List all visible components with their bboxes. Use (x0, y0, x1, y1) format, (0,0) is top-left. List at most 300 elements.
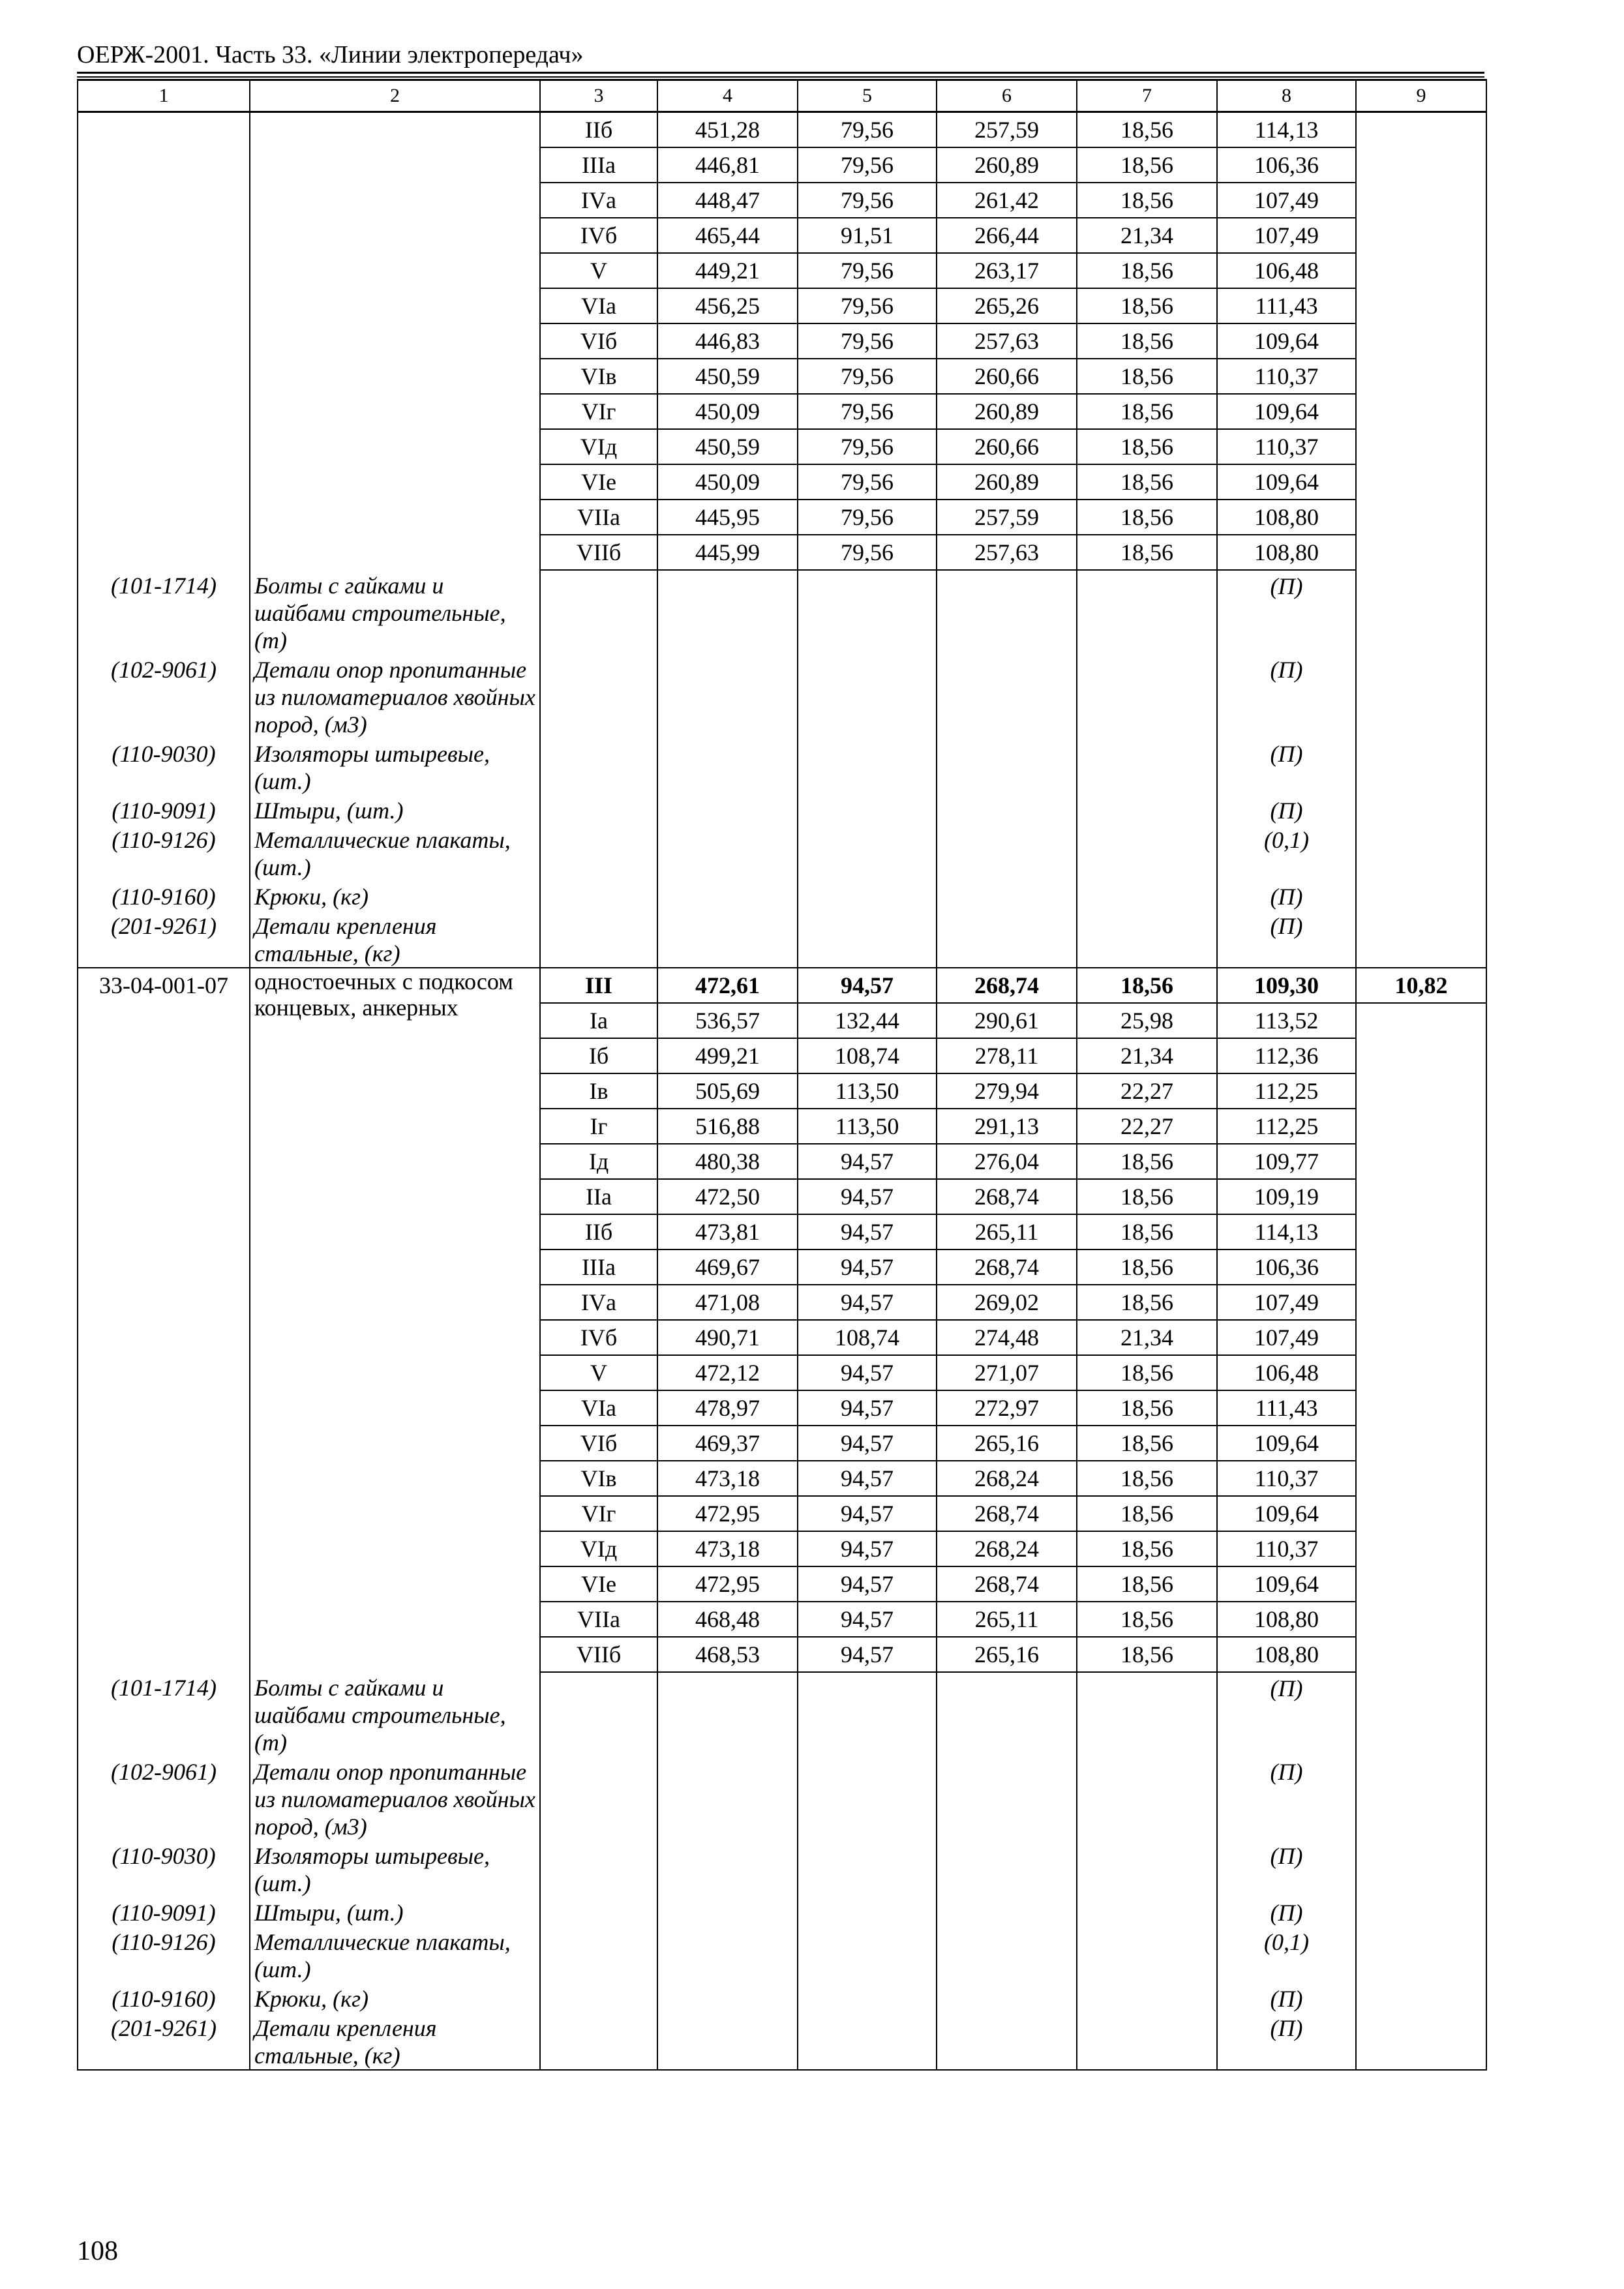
material-name-text: Крюки, (кг) (254, 1986, 368, 2012)
material-row (78, 1672, 1486, 1756)
value-cell: 469,67 (657, 1249, 798, 1285)
material-note (1217, 1840, 1356, 1897)
empty-cell (798, 795, 937, 824)
empty-cell (798, 2012, 937, 2070)
value-cell: 107,49 (1217, 1285, 1356, 1320)
header-rule-thin (77, 76, 1484, 78)
value-cell: 10,82 (1356, 968, 1486, 1003)
empty-cell (78, 183, 250, 218)
value-cell: 18,56 (1077, 1566, 1217, 1602)
material-code (78, 570, 250, 654)
value-cell: 473,18 (657, 1531, 798, 1566)
empty-cell (78, 1179, 250, 1214)
empty-cell (78, 112, 250, 148)
value-cell: 108,80 (1217, 1637, 1356, 1672)
material-note (1217, 795, 1356, 824)
material-code (78, 2012, 250, 2070)
empty-cell (250, 535, 540, 570)
empty-cell (798, 824, 937, 881)
table-row (78, 1073, 1486, 1109)
material-note-text: (П) (1270, 1900, 1303, 1926)
value-cell: 132,44 (798, 1003, 937, 1038)
value-cell: 18,56 (1077, 1144, 1217, 1179)
material-name (250, 738, 540, 795)
empty-cell (798, 910, 937, 968)
table-row (78, 1602, 1486, 1637)
empty-cell (1077, 654, 1217, 738)
variant-cell: IIб (540, 1214, 657, 1249)
value-cell: 268,74 (937, 1566, 1077, 1602)
value-cell: 468,48 (657, 1602, 798, 1637)
empty-cell (250, 1285, 540, 1320)
material-row (78, 881, 1486, 910)
empty-cell (1356, 1602, 1486, 1637)
value-cell: 109,64 (1217, 464, 1356, 500)
value-cell: 490,71 (657, 1320, 798, 1355)
value-cell: 107,49 (1217, 1320, 1356, 1355)
value-cell: 106,36 (1217, 1249, 1356, 1285)
empty-cell (1356, 1214, 1486, 1249)
column-header: 2 (250, 80, 540, 112)
value-cell: 112,25 (1217, 1073, 1356, 1109)
value-cell: 469,37 (657, 1426, 798, 1461)
value-cell: 473,81 (657, 1214, 798, 1249)
table-row (78, 1566, 1486, 1602)
empty-cell (250, 394, 540, 429)
empty-cell (657, 881, 798, 910)
material-code (78, 881, 250, 910)
table-row (78, 1038, 1486, 1073)
value-cell: 18,56 (1077, 1461, 1217, 1496)
material-note (1217, 1897, 1356, 1926)
empty-cell (1356, 500, 1486, 535)
value-cell: 18,56 (1077, 359, 1217, 394)
column-header: 4 (657, 80, 798, 112)
value-cell: 279,94 (937, 1073, 1077, 1109)
material-code-text: (110-9030) (112, 741, 216, 767)
empty-cell (540, 1983, 657, 2012)
material-row (78, 570, 1486, 654)
value-cell: 18,56 (1077, 1637, 1217, 1672)
value-cell: 472,95 (657, 1496, 798, 1531)
value-cell: 266,44 (937, 218, 1077, 253)
empty-cell (1356, 1320, 1486, 1355)
table-row (78, 1426, 1486, 1461)
material-name-text: Болты с гайками и шайбами строительные, (т) (254, 1675, 506, 1756)
value-cell: 110,37 (1217, 429, 1356, 464)
empty-cell (78, 359, 250, 394)
table-row (78, 323, 1486, 359)
empty-cell (78, 288, 250, 323)
value-cell: 18,56 (1077, 147, 1217, 183)
value-cell: 113,52 (1217, 1003, 1356, 1038)
table-row (78, 112, 1486, 148)
empty-cell (1356, 1983, 1486, 2012)
material-name-text: Изоляторы штыревые, (шт.) (254, 1843, 490, 1896)
table-row (78, 1390, 1486, 1426)
value-cell: 473,18 (657, 1461, 798, 1496)
value-cell: 18,56 (1077, 183, 1217, 218)
empty-cell (937, 824, 1077, 881)
value-cell: 109,19 (1217, 1179, 1356, 1214)
empty-cell (250, 218, 540, 253)
value-cell: 260,89 (937, 394, 1077, 429)
value-cell: 94,57 (798, 1214, 937, 1249)
empty-cell (540, 654, 657, 738)
variant-cell: VIв (540, 359, 657, 394)
value-cell: 79,56 (798, 359, 937, 394)
empty-cell (1356, 1249, 1486, 1285)
empty-cell (937, 1926, 1077, 1983)
material-name (250, 910, 540, 968)
value-cell: 18,56 (1077, 1249, 1217, 1285)
material-name (250, 795, 540, 824)
material-name-text: Детали крепления стальные, (кг) (254, 2015, 437, 2069)
value-cell: 472,50 (657, 1179, 798, 1214)
value-cell: 94,57 (798, 1461, 937, 1496)
value-cell: 79,56 (798, 394, 937, 429)
table-row (78, 1214, 1486, 1249)
variant-cell: VIIа (540, 500, 657, 535)
value-cell: 456,25 (657, 288, 798, 323)
table-row (78, 1109, 1486, 1144)
value-cell: 268,74 (937, 1179, 1077, 1214)
value-cell: 446,81 (657, 147, 798, 183)
value-cell: 257,63 (937, 323, 1077, 359)
value-cell: 94,57 (798, 1531, 937, 1566)
empty-cell (937, 1983, 1077, 2012)
material-code (78, 1897, 250, 1926)
value-cell: 108,80 (1217, 1602, 1356, 1637)
table-row (78, 394, 1486, 429)
empty-cell (798, 881, 937, 910)
value-cell: 260,89 (937, 147, 1077, 183)
material-code (78, 1756, 250, 1840)
value-cell: 445,95 (657, 500, 798, 535)
empty-cell (657, 824, 798, 881)
empty-cell (250, 1496, 540, 1531)
empty-cell (657, 654, 798, 738)
empty-cell (78, 323, 250, 359)
value-cell: 22,27 (1077, 1109, 1217, 1144)
value-cell: 468,53 (657, 1637, 798, 1672)
value-cell: 499,21 (657, 1038, 798, 1073)
value-cell: 18,56 (1077, 464, 1217, 500)
variant-cell: IVб (540, 218, 657, 253)
value-cell: 263,17 (937, 253, 1077, 288)
empty-cell (250, 1637, 540, 1672)
material-note (1217, 910, 1356, 968)
empty-cell (78, 1038, 250, 1073)
empty-cell (78, 394, 250, 429)
empty-cell (78, 1285, 250, 1320)
value-cell: 18,56 (1077, 323, 1217, 359)
variant-cell: VIд (540, 429, 657, 464)
empty-cell (250, 1355, 540, 1390)
material-note-text: (0,1) (1264, 1929, 1309, 1955)
value-cell: 291,13 (937, 1109, 1077, 1144)
material-row (78, 1983, 1486, 2012)
page-number: 108 (77, 2236, 118, 2266)
empty-cell (657, 1756, 798, 1840)
empty-cell (78, 1426, 250, 1461)
empty-cell (250, 464, 540, 500)
empty-cell (78, 464, 250, 500)
value-cell: 110,37 (1217, 1531, 1356, 1566)
variant-cell: III (540, 968, 657, 1003)
material-code-text: (102-9061) (111, 657, 217, 683)
empty-cell (78, 1390, 250, 1426)
empty-cell (1077, 1926, 1217, 1983)
table-row (78, 1320, 1486, 1355)
empty-cell (937, 2012, 1077, 2070)
variant-cell: Iв (540, 1073, 657, 1109)
value-cell: 268,74 (937, 968, 1077, 1003)
variant-cell: VIб (540, 1426, 657, 1461)
table-row (78, 1355, 1486, 1390)
value-cell: 268,24 (937, 1461, 1077, 1496)
value-cell: 109,30 (1217, 968, 1356, 1003)
material-note-text: (П) (1270, 2015, 1303, 2041)
page-header-title: ОЕРЖ-2001. Часть 33. «Линии электропередач» (77, 41, 584, 68)
value-cell: 450,09 (657, 394, 798, 429)
material-row (78, 824, 1486, 881)
variant-cell: Iд (540, 1144, 657, 1179)
empty-cell (798, 1897, 937, 1926)
value-cell: 18,56 (1077, 1426, 1217, 1461)
value-cell: 109,77 (1217, 1144, 1356, 1179)
empty-cell (540, 881, 657, 910)
material-row (78, 910, 1486, 968)
value-cell: 278,11 (937, 1038, 1077, 1073)
variant-cell: VIIа (540, 1602, 657, 1637)
value-cell: 108,80 (1217, 535, 1356, 570)
material-name-text: Детали крепления стальные, (кг) (254, 913, 437, 966)
value-cell: 79,56 (798, 535, 937, 570)
empty-cell (78, 1214, 250, 1249)
value-cell: 111,43 (1217, 1390, 1356, 1426)
empty-cell (540, 1926, 657, 1983)
material-note (1217, 881, 1356, 910)
empty-cell (540, 824, 657, 881)
empty-cell (1356, 1926, 1486, 1983)
empty-cell (937, 654, 1077, 738)
value-cell: 257,63 (937, 535, 1077, 570)
value-cell: 450,09 (657, 464, 798, 500)
empty-cell (1356, 1355, 1486, 1390)
material-name (250, 570, 540, 654)
empty-cell (1077, 881, 1217, 910)
value-cell: 94,57 (798, 1355, 937, 1390)
column-header: 7 (1077, 80, 1217, 112)
empty-cell (798, 738, 937, 795)
empty-cell (798, 1926, 937, 1983)
table-row (78, 1179, 1486, 1214)
empty-cell (250, 1179, 540, 1214)
variant-cell: IVа (540, 183, 657, 218)
empty-cell (78, 500, 250, 535)
empty-cell (250, 1214, 540, 1249)
material-row (78, 1756, 1486, 1840)
empty-cell (798, 570, 937, 654)
value-cell: 25,98 (1077, 1003, 1217, 1038)
table-row (78, 359, 1486, 394)
empty-cell (1356, 218, 1486, 253)
empty-cell (1356, 1756, 1486, 1840)
empty-cell (657, 2012, 798, 2070)
material-note-text: (П) (1270, 741, 1303, 767)
material-code-text: (101-1714) (111, 573, 217, 599)
value-cell: 265,26 (937, 288, 1077, 323)
value-cell: 79,56 (798, 253, 937, 288)
material-code (78, 795, 250, 824)
variant-cell: V (540, 253, 657, 288)
value-cell: 110,37 (1217, 359, 1356, 394)
material-name (250, 1926, 540, 1983)
value-cell: 505,69 (657, 1073, 798, 1109)
material-row (78, 1926, 1486, 1983)
column-header: 5 (798, 80, 937, 112)
empty-cell (250, 1390, 540, 1426)
empty-cell (1356, 464, 1486, 500)
material-code (78, 738, 250, 795)
empty-cell (250, 1144, 540, 1179)
value-cell: 257,59 (937, 500, 1077, 535)
value-cell: 478,97 (657, 1390, 798, 1426)
empty-cell (1356, 183, 1486, 218)
value-cell: 79,56 (798, 500, 937, 535)
value-cell: 112,36 (1217, 1038, 1356, 1073)
table-row (78, 429, 1486, 464)
empty-cell (657, 570, 798, 654)
empty-cell (657, 1672, 798, 1756)
material-name-text: Металлические плакаты, (шт.) (254, 1929, 511, 1982)
variant-cell: VIб (540, 323, 657, 359)
empty-cell (250, 429, 540, 464)
table-row (78, 1496, 1486, 1531)
value-cell: 265,11 (937, 1214, 1077, 1249)
value-cell: 79,56 (798, 183, 937, 218)
value-cell: 18,56 (1077, 288, 1217, 323)
material-code-text: (110-9091) (112, 798, 216, 824)
value-cell: 272,97 (937, 1390, 1077, 1426)
variant-cell: IIб (540, 112, 657, 148)
material-note-text: (П) (1270, 913, 1303, 939)
empty-cell (78, 1249, 250, 1285)
material-name (250, 1672, 540, 1756)
empty-cell (798, 1840, 937, 1897)
value-cell: 18,56 (1077, 253, 1217, 288)
empty-cell (1356, 535, 1486, 570)
empty-cell (78, 253, 250, 288)
value-cell: 108,80 (1217, 500, 1356, 535)
value-cell: 271,07 (937, 1355, 1077, 1390)
value-cell: 18,56 (1077, 1179, 1217, 1214)
empty-cell (657, 1926, 798, 1983)
table-row (78, 535, 1486, 570)
empty-cell (250, 147, 540, 183)
material-code (78, 1983, 250, 2012)
value-cell: 465,44 (657, 218, 798, 253)
empty-cell (1356, 881, 1486, 910)
empty-cell (78, 1109, 250, 1144)
empty-cell (1356, 1285, 1486, 1320)
empty-cell (1077, 1756, 1217, 1840)
value-cell: 268,74 (937, 1249, 1077, 1285)
empty-cell (250, 1109, 540, 1144)
empty-cell (250, 1531, 540, 1566)
material-name (250, 1840, 540, 1897)
empty-cell (1356, 253, 1486, 288)
empty-cell (937, 1672, 1077, 1756)
empty-cell (540, 1840, 657, 1897)
empty-cell (250, 1320, 540, 1355)
value-cell: 110,37 (1217, 1461, 1356, 1496)
empty-cell (1077, 738, 1217, 795)
variant-cell: IIа (540, 1179, 657, 1214)
variant-cell: Iб (540, 1038, 657, 1073)
norms-table (77, 79, 1487, 2071)
material-note (1217, 1756, 1356, 1840)
empty-cell (1356, 910, 1486, 968)
material-name-text: Штыри, (шт.) (254, 798, 404, 824)
value-cell: 260,66 (937, 359, 1077, 394)
material-name-text: Изоляторы штыревые, (шт.) (254, 741, 490, 794)
empty-cell (657, 738, 798, 795)
value-cell: 265,16 (937, 1637, 1077, 1672)
value-cell: 79,56 (798, 323, 937, 359)
empty-cell (1356, 1531, 1486, 1566)
header-rule (77, 72, 1484, 74)
value-cell: 114,13 (1217, 112, 1356, 148)
material-row (78, 738, 1486, 795)
material-code-text: (101-1714) (111, 1675, 217, 1701)
empty-cell (1356, 738, 1486, 795)
value-cell: 108,74 (798, 1038, 937, 1073)
value-cell: 450,59 (657, 429, 798, 464)
value-cell: 18,56 (1077, 1285, 1217, 1320)
empty-cell (1077, 1672, 1217, 1756)
table-row (78, 253, 1486, 288)
empty-cell (798, 1756, 937, 1840)
empty-cell (937, 1840, 1077, 1897)
material-code-text: (110-9160) (112, 1986, 216, 2012)
value-cell: 94,57 (798, 1566, 937, 1602)
value-cell: 109,64 (1217, 1566, 1356, 1602)
value-cell: 109,64 (1217, 323, 1356, 359)
empty-cell (1077, 2012, 1217, 2070)
empty-cell (250, 1038, 540, 1073)
value-cell: 268,74 (937, 1496, 1077, 1531)
value-cell: 94,57 (798, 1390, 937, 1426)
table-row (78, 1144, 1486, 1179)
empty-cell (1356, 795, 1486, 824)
material-note (1217, 2012, 1356, 2070)
empty-cell (78, 1144, 250, 1179)
value-cell: 18,56 (1077, 394, 1217, 429)
material-name-text: Детали опор пропитанные из пиломатериалов хвойных пород, (м3) (254, 1759, 535, 1840)
table-row (78, 500, 1486, 535)
value-cell: 107,49 (1217, 218, 1356, 253)
empty-cell (540, 738, 657, 795)
empty-cell (540, 910, 657, 968)
empty-cell (78, 1602, 250, 1637)
variant-cell: Iг (540, 1109, 657, 1144)
material-name (250, 1756, 540, 1840)
value-cell: 274,48 (937, 1320, 1077, 1355)
empty-cell (250, 1249, 540, 1285)
value-cell: 257,59 (937, 112, 1077, 148)
